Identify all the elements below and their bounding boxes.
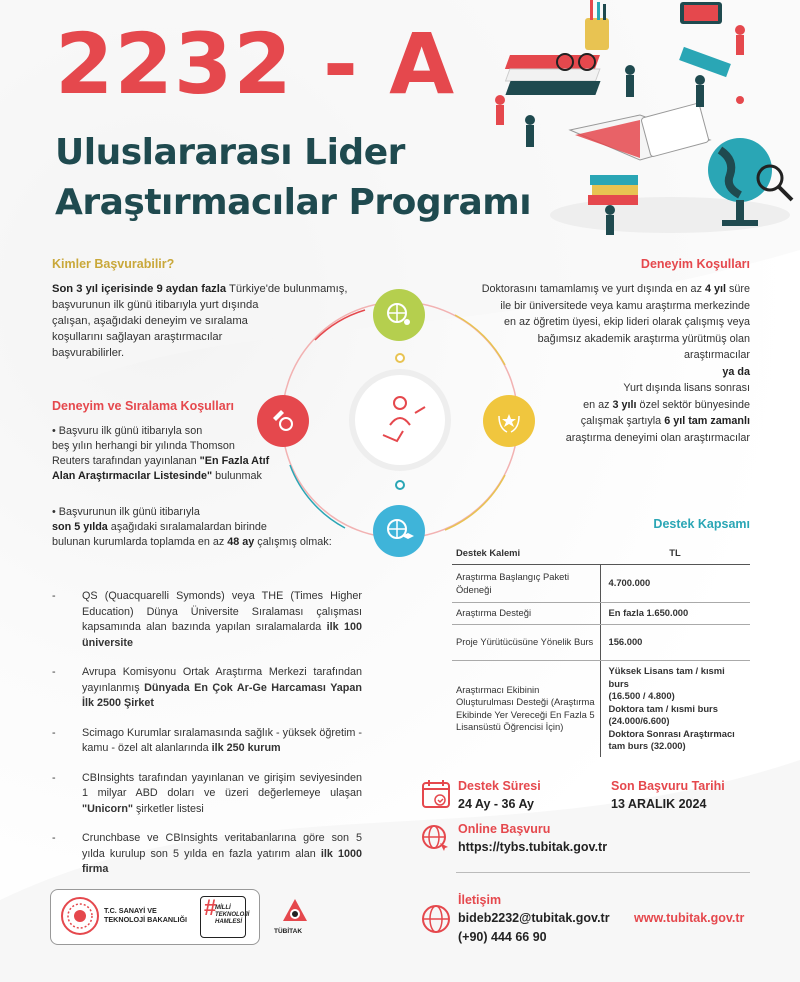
list-item-bold: ilk 100 üniversite [82, 621, 362, 649]
support-value: 4.700.000 [600, 565, 750, 603]
list-item [52, 831, 362, 878]
support-item: Araştırma Başlangıç Paketi Ödeneği [452, 565, 600, 603]
list-item [52, 771, 362, 818]
support-item: Proje Yürütücüsüne Yönelik Burs [452, 625, 600, 661]
list-item [52, 589, 362, 651]
er-b1-l4a: Alan Araştırmacılar Listesinde" [52, 470, 213, 482]
ec-l1c: süre [725, 283, 750, 295]
table-row [452, 661, 750, 757]
ec-l5: araştırmacılar [684, 349, 750, 361]
list-dash: - [52, 726, 56, 739]
ec-l8 [430, 413, 750, 430]
ec-l7 [430, 397, 750, 414]
who-lead-bold: Son 3 yıl içerisinde 9 aydan fazla [52, 283, 227, 295]
experience-conditions-text [430, 281, 750, 446]
program-name-line1: Uluslararası Lider [55, 132, 405, 173]
list-item-plain: Crunchbase ve CBInsights veritabanlarına göre son 5 yılda kurulup son 5 yılda en fazla yatırım alan [82, 832, 362, 860]
ec-l9: araştırma deneyimi olan araştırmacılar [565, 431, 750, 444]
list-dash: - [52, 832, 56, 844]
globe-graduate-icon [373, 505, 425, 557]
ec-or: ya da [722, 365, 750, 378]
web-icon [420, 823, 452, 855]
support-value: En fazla 1.650.000 [600, 603, 750, 625]
support-item: Araştırmacı Ekibinin Oluşturulması Desteği (Araştırma Ekibinde Yer Vereceği En Fazla 5 Lisansüstü Öğrencisi İçin) [456, 683, 595, 733]
list-item-bold: ilk 1000 firma [82, 847, 362, 875]
milli-teknoloji-logo [200, 895, 250, 938]
ec-l6: Yurt dışında lisans sonrası [623, 382, 750, 394]
website-link[interactable]: www.tubitak.gov.tr [634, 911, 745, 925]
list-dash: - [52, 666, 56, 678]
er-b2-l2a: son 5 yılda [52, 521, 108, 533]
milli-text [215, 905, 249, 926]
value-line: Doktora Sonrası Araştırmacı [608, 727, 735, 739]
tubitak-name: TÜBİTAK [274, 928, 303, 935]
list-item [52, 665, 362, 712]
milli-l2: TEKNOLOJİ [215, 912, 250, 918]
who-line-2: başvurunun ilk günü itibarıyla yurt dışında [52, 299, 259, 311]
experience-ranking-heading: Deneyim ve Sıralama Koşulları [52, 399, 235, 413]
who-line-5: başvurabilirler. [52, 347, 125, 359]
support-value [600, 661, 750, 757]
deadline-value: 13 ARALIK 2024 [611, 797, 707, 811]
list-item-plain: Scimago Kurumlar sıralamasında sağlık - yüksek öğretim - kamu - özel alt alanlarında [82, 726, 362, 754]
globe-person-icon [373, 289, 425, 341]
tubitak-logo-icon [280, 896, 310, 926]
contact-email[interactable]: bideb2232@tubitak.gov.tr [458, 911, 610, 925]
who-line-3: çalışan, aşağıdaki deneyim ve sıralama [52, 315, 248, 327]
list-item-text [82, 726, 362, 757]
ec-l7b: 3 yılı [612, 398, 637, 411]
program-name-line2: Araştırmacılar Programı [55, 182, 532, 223]
milli-l3: HAMLESİ [215, 919, 242, 925]
online-label: Online Başvuru [458, 822, 551, 836]
ministry-seal-icon [60, 896, 100, 936]
duration-label: Destek Süresi [458, 779, 541, 793]
er-b1-l3b: "En Fazla Atıf [199, 455, 270, 467]
ec-l3: en az öğretim üyesi, ekip lideri olarak çalışmış veya [503, 316, 750, 328]
list-item-bold: Dünyada En Çok Ar-Ge Harcaması Yapan İlk 2500 Şirket [82, 681, 363, 709]
er-b1-l2: beş yılın herhangi bir yılında Thomson [52, 440, 235, 452]
list-item-bold: ilk 250 kurum [211, 742, 281, 754]
program-code-title: 2232 - A [55, 15, 456, 113]
hashtag-glyph: # [204, 895, 217, 920]
support-table-header [452, 541, 750, 565]
er-b2-l3a: bulunan kurumlarda toplamda en az [52, 536, 228, 548]
list-item-text [82, 831, 362, 878]
er-b2-l3b: 48 ay [227, 536, 255, 548]
who-line-4: koşullarını sağlayan araştırmacılar [52, 331, 223, 343]
ministry-name [104, 906, 187, 924]
ec-l7a: en az [583, 398, 613, 411]
ec-l7c: özel sektör bünyesinde [636, 398, 750, 411]
list-item [52, 726, 362, 757]
support-table [452, 541, 750, 757]
ec-l1a: Doktorasını tamamlamış ve yurt dışında en az [481, 283, 705, 295]
er-b2-l2b: aşağıdaki sıralamalardan birinde [107, 521, 267, 533]
divider [456, 872, 750, 873]
list-item-plain: Avrupa Komisyonu Ortak Araştırma Merkezi tarafından yayınlanmış [82, 666, 362, 694]
support-heading: Destek Kapsamı [653, 517, 750, 531]
value-line: (24.000/6.600) [608, 715, 670, 726]
col-item-header: Destek Kalemi [452, 541, 600, 565]
support-item: Araştırma Desteği [452, 603, 600, 625]
experience-conditions-heading: Deneyim Koşulları [640, 257, 750, 271]
contact-phone[interactable]: (+90) 444 66 90 [458, 930, 547, 944]
list-item-text [82, 589, 362, 651]
table-row [452, 603, 750, 625]
list-item-plain: QS (Quacquarelli Symonds) veya THE (Times Higher Education) Dünya Üniversite Sıralaması çalışması kapsamında alan bazında yapılan sıralamalarda [82, 590, 362, 633]
list-item-text [82, 665, 362, 712]
er-b1-l1: • Başvuru ilk günü itibarıyla son [52, 425, 203, 437]
er-b1-l3a: Reuters tarafından yayınlanan [52, 455, 200, 467]
ec-l1 [430, 281, 750, 298]
ministry-l2: TEKNOLOJİ BAKANLIĞI [104, 915, 188, 924]
er-b1-l4b: bulunmak [212, 470, 262, 482]
col-value-header: TL [600, 541, 750, 565]
ministry-l1: T.C. SANAYİ VE [104, 906, 157, 915]
list-item-text [82, 771, 362, 818]
ec-l1b: 4 yıl [704, 283, 726, 295]
list-item-bold: "Unicorn" [82, 802, 134, 815]
education-illustration [440, 0, 800, 245]
rankings-list [52, 589, 362, 892]
calendar-icon [420, 778, 452, 810]
list-dash: - [52, 590, 56, 602]
ec-l4: bağımsız akademik araştırma yürütmüş olan [537, 332, 750, 345]
milli-l1: MİLLİ [215, 905, 231, 911]
list-dash: - [52, 771, 56, 784]
er-b2-l1: • Başvurunun ilk günü itibarıyla [52, 506, 200, 518]
table-row [452, 565, 750, 603]
ec-l8b: 6 yıl tam zamanlı [664, 415, 750, 427]
value-line: Doktora tam / kısmi burs [608, 702, 718, 714]
who-line-1-rest: Türkiye'de bulunmamış, [226, 283, 348, 295]
value-line: (16.500 / 4.800) [608, 690, 675, 701]
duration-value: 24 Ay - 36 Ay [458, 797, 534, 811]
er-b2-l3c: çalışmış olmak: [254, 536, 332, 548]
table-row [452, 625, 750, 661]
contact-label: İletişim [458, 893, 502, 907]
ec-l2: ile bir üniversitede veya kamu araştırma merkezinde [500, 299, 750, 312]
contact-globe-icon [420, 903, 452, 935]
who-can-apply-heading: Kimler Başvurabilir? [52, 257, 175, 271]
deadline-label: Son Başvuru Tarihi [611, 779, 725, 793]
list-item-after: şirketler listesi [133, 802, 204, 815]
rocket-gear-icon [257, 395, 309, 447]
online-url[interactable]: https://tybs.tubitak.gov.tr [458, 840, 608, 854]
list-item-plain: CBInsights tarafından yayınlanan ve girişim seviyesinden 1 milyar ABD doları ve üzeri değerlemeye ulaşan [82, 771, 362, 799]
ec-l8a: çalışmak şartıyla [580, 415, 665, 427]
value-line: tam burs (32.000) [608, 740, 686, 751]
support-value: 156.000 [600, 625, 750, 661]
value-line: Yüksek Lisans tam / kısmi burs [608, 665, 725, 689]
